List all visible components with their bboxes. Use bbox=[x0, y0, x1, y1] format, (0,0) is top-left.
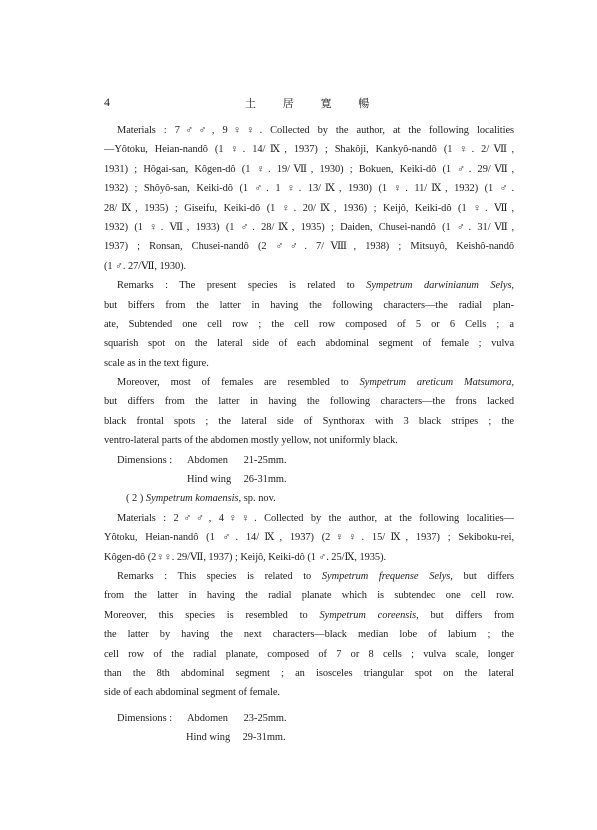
materials-line: Materials : 2♂♂, 4♀♀. Collected by the author, at the following localities— bbox=[117, 512, 514, 524]
materials-line: 1931) ; Hôgai-san, Kôgen-dô (1 ♀. 19/Ⅶ, 1930) ; Bokuen, Keiki-dô (1 ♂. 29/Ⅶ, bbox=[104, 163, 514, 175]
remarks-line: scale as in the text figure. bbox=[104, 357, 209, 369]
materials-line: 1932) (1 ♀. Ⅶ, 1933) (1 ♂. 28/Ⅸ, 1935) ; Daiden, Chusei-nandô (1 ♂. 31/Ⅶ, bbox=[104, 221, 514, 233]
species-heading: ( 2 ) Sympetrum komaensis, sp. nov. bbox=[126, 493, 276, 505]
dimensions-hindwing: Hind wing 26-31mm. bbox=[187, 474, 287, 486]
remarks-line: but biffers from the latter in having the following characters—the radial plan- bbox=[104, 299, 514, 311]
page-number: 4 bbox=[104, 95, 110, 109]
remarks-line: side of each abdominal segment of female. bbox=[104, 687, 280, 699]
remarks-line: ate, Subtended one cell row ; the cell row composed of 5 or 6 Cells ; a bbox=[104, 318, 514, 330]
materials-line: 1937) ; Ronsan, Chusei-nandô (2 ♂♂. 7/Ⅷ, 1938) ; Mitsuyô, Keishô-nandô bbox=[104, 241, 514, 253]
materials-line: Materials : 7♂♂, 9♀♀. Collected by the author, at the following localities bbox=[117, 125, 514, 136]
remarks-line: Remarks : The present species is related to Sympetrum darwinianum Selys, bbox=[117, 280, 514, 292]
running-title: 土 居 寛 暢 bbox=[245, 98, 382, 110]
remarks-line: Remarks : This species is related to Sympetrum frequense Selys, but differs bbox=[117, 570, 514, 582]
materials-line: Yôtoku, Heian-nandô (1 ♂. 14/Ⅸ, 1937) (2♀♀. 15/Ⅸ, 1937) ; Sekiboku-rei, bbox=[104, 532, 514, 544]
remarks-line: squarish spot on the lateral side of each abdominal segment of female ; vulva bbox=[104, 338, 514, 350]
remarks-line: Moreover, most of females are resembled to Sympetrum areticum Matsumora, bbox=[117, 377, 514, 389]
remarks-line: black frontal spots ; the lateral side of Synthorax with 3 black stripes ; the bbox=[104, 415, 514, 427]
remarks-line: but differs from the latter in having the following characters—the frons lacked bbox=[104, 396, 514, 408]
remarks-line: cell row of the radial planate, composed of 7 or 8 cells ; vulva scale, longer bbox=[104, 648, 514, 660]
materials-line: 28/Ⅸ, 1935) ; Giseifu, Keiki-dô (1 ♀. 20/Ⅸ, 1936) ; Keijô, Keiki-dô (1 ♀. Ⅶ, bbox=[104, 202, 514, 214]
section1-materials bbox=[104, 121, 514, 748]
materials-line: Kôgen-dô (2♀♀. 29/Ⅶ, 1937) ; Keijô, Keiki-dô (1 ♂. 25/Ⅸ, 1935). bbox=[104, 551, 387, 563]
species-name: Sympetrum areticum Matsumora, bbox=[359, 377, 514, 389]
materials-line: 1932) ; Shôyô-san, Keiki-dô (1 ♂. 1 ♀. 13/Ⅸ, 1930) (1 ♀. 11/Ⅸ, 1932) (1 ♂. bbox=[104, 183, 514, 195]
materials-line: —Yôtoku, Heian-nandô (1 ♀. 14/Ⅸ, 1937) ; Shakôji, Kankyô-nandô (1 ♀. 2/Ⅶ, bbox=[104, 144, 514, 156]
dimensions-abdomen: Dimensions : Abdomen 23-25mm. bbox=[117, 712, 287, 724]
remarks-line: the latter by having the next characters—black median lobe of labium ; the bbox=[104, 629, 514, 641]
materials-line: (1 ♂. 27/Ⅶ, 1930). bbox=[104, 260, 187, 272]
dimensions-hindwing: Hind wing 29-31mm. bbox=[186, 732, 286, 744]
species-name: Sympetrum darwinianum Selys, bbox=[366, 280, 514, 292]
remarks-line: Moreover, this species is resembled to Sympetrum coreensis, but differs from bbox=[104, 609, 514, 621]
species-name: Sympetrum frequense Selys, bbox=[321, 570, 453, 582]
dimensions-abdomen: Dimensions : Abdomen 21-25mm. bbox=[117, 454, 287, 466]
remarks-line: ventro-lateral parts of the abdomen mostly yellow, not uniformly black. bbox=[104, 435, 398, 447]
remarks-line: than the 8th abdominal segment ; an isosceles triangular spot on the lateral bbox=[104, 667, 514, 679]
remarks-line: from the latter in having the radial planate which is subtendec one cell row. bbox=[104, 590, 514, 602]
species-name: Sympetrum coreensis, bbox=[319, 609, 419, 621]
